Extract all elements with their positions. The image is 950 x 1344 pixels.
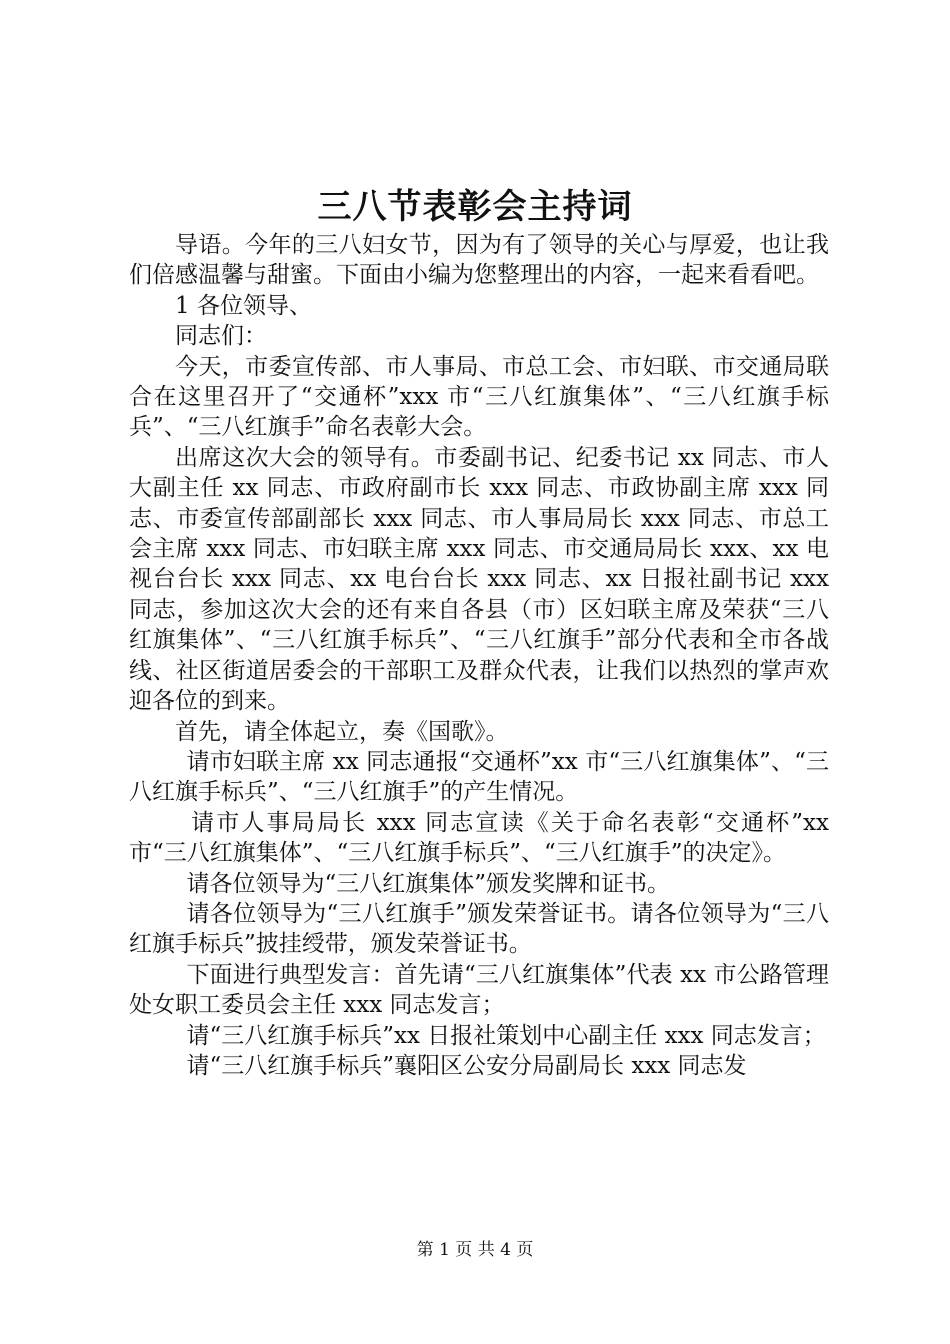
document-title: 三八节表彰会主持词 bbox=[317, 187, 633, 227]
paragraph-decision: 请市人事局局长 xxx 同志宣读《关于命名表彰“交通杯”xx 市“三八红旗集体”、“三八红旗手标兵”、“三八红旗手”的决定》。 bbox=[129, 809, 829, 867]
paragraph-speech-2: 请“三八红旗手标兵”xx 日报社策划中心副主任 xxx 同志发言； bbox=[186, 1022, 826, 1049]
paragraph-anthem: 首先，请全体起立，奏《国歌》。 bbox=[175, 718, 509, 745]
paragraph-award-collective: 请各位领导为“三八红旗集体”颁发奖牌和证书。 bbox=[186, 870, 671, 897]
paragraph-salutation-1: 1 各位领导、 bbox=[175, 292, 312, 319]
document-body bbox=[129, 230, 829, 1081]
paragraph-intro: 导语。今年的三八妇女节，因为有了领导的关心与厚爱，也让我们倍感温馨与甜蜜。下面由小编为您整理出的内容，一起来看看吧。 bbox=[129, 232, 829, 289]
paragraph-award-individual: 请各位领导为“三八红旗手”颁发荣誉证书。请各位领导为“三八红旗手标兵”披挂绶带，颁发荣誉证书。 bbox=[129, 900, 829, 958]
paragraph-speech-3: 请“三八红旗手标兵”襄阳区公安分局副局长 xxx 同志发 bbox=[186, 1052, 747, 1079]
paragraph-speech-1: 下面进行典型发言：首先请“三八红旗集体”代表 xx 市公路管理处女职工委员会主任 xxx 同志发言； bbox=[129, 961, 829, 1019]
paragraph-attendees: 出席这次大会的领导有。市委副书记、纪委书记 xx 同志、市人大副主任 xx 同志、市政府副市长 xxx 同志、市政协副主席 xxx 同志、市委宣传部副部长 xxx 同志、市人事局局长 xxx 同志、市总工会主席 xxx 同志、市妇联主席 xxx 同志、市交通局局长 xxx、xx 电视台台长 xxx 同志、xx 电台台长 xxx 同志、xx 日报社副书记 xxx 同志，参加这次大会的还有来自各县（市）区妇联主席及荣获“三八红旗集体”、“三八红旗手标兵”、“三八红旗手”部分代表和全市各战线、社区街道居委会的干部职工及群众代表，让我们以热烈的掌声欢迎各位的到来。 bbox=[129, 444, 829, 715]
page-footer: 第 1 页 共 4 页 bbox=[416, 1240, 534, 1260]
paragraph-salutation-2: 同志们： bbox=[175, 323, 267, 350]
paragraph-opening: 今天，市委宣传部、市人事局、市总工会、市妇联、市交通局联合在这里召开了“交通杯”xxx 市“三八红旗集体”、“三八红旗手标兵”、“三八红旗手”命名表彰大会。 bbox=[129, 353, 829, 441]
paragraph-report: 请市妇联主席 xx 同志通报“交通杯”xx 市“三八红旗集体”、“三八红旗手标兵”、“三八红旗手”的产生情况。 bbox=[129, 748, 829, 806]
